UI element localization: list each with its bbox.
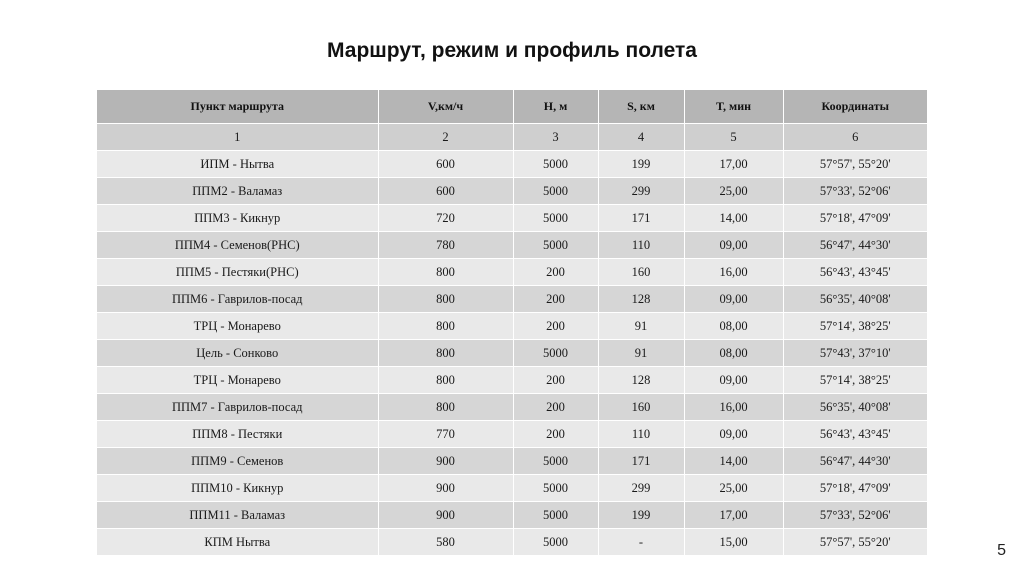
header-altitude: H, м (513, 90, 598, 124)
cell-speed: 600 (378, 151, 513, 178)
cell-speed: 800 (378, 340, 513, 367)
cell-coordinates: 56°47', 44°30' (783, 448, 927, 475)
header-speed: V,км/ч (378, 90, 513, 124)
cell-route-point: ППМ7 - Гаврилов-посад (97, 394, 378, 421)
cell-coordinates: 57°14', 38°25' (783, 313, 927, 340)
cell-time: 09,00 (684, 421, 783, 448)
cell-time: 08,00 (684, 340, 783, 367)
cell-speed: 900 (378, 502, 513, 529)
table-row (97, 259, 927, 286)
cell-speed: 800 (378, 259, 513, 286)
cell-altitude: 5000 (513, 529, 598, 556)
cell-time: 15,00 (684, 529, 783, 556)
cell-distance: 91 (598, 313, 684, 340)
cell-speed: 800 (378, 286, 513, 313)
cell-speed: 770 (378, 421, 513, 448)
header-coordinates: Координаты (783, 90, 927, 124)
cell-coordinates: 57°57', 55°20' (783, 529, 927, 556)
table-row (97, 367, 927, 394)
cell-distance: 91 (598, 340, 684, 367)
cell-altitude: 5000 (513, 151, 598, 178)
cell-altitude: 5000 (513, 475, 598, 502)
cell-coordinates: 57°14', 38°25' (783, 367, 927, 394)
table-row (97, 232, 927, 259)
header-time: T, мин (684, 90, 783, 124)
cell-distance: 299 (598, 178, 684, 205)
cell-speed: 900 (378, 475, 513, 502)
cell-route-point: ИПМ - Нытва (97, 151, 378, 178)
cell-coordinates: 57°57', 55°20' (783, 151, 927, 178)
table-row (97, 421, 927, 448)
cell-distance: 160 (598, 394, 684, 421)
cell-altitude: 5000 (513, 340, 598, 367)
cell-coordinates: 57°43', 37°10' (783, 340, 927, 367)
table-header-row (97, 90, 927, 124)
cell-time: 17,00 (684, 502, 783, 529)
cell-altitude: 200 (513, 286, 598, 313)
cell-coordinates: 56°43', 43°45' (783, 259, 927, 286)
header-route-point: Пункт маршрута (97, 90, 378, 124)
column-number: 3 (513, 124, 598, 151)
table-row (97, 394, 927, 421)
cell-altitude: 5000 (513, 232, 598, 259)
cell-distance: 160 (598, 259, 684, 286)
table-row (97, 205, 927, 232)
cell-route-point: ППМ5 - Пестяки(РНС) (97, 259, 378, 286)
cell-altitude: 200 (513, 394, 598, 421)
cell-altitude: 5000 (513, 448, 598, 475)
cell-route-point: ППМ3 - Кикнур (97, 205, 378, 232)
cell-altitude: 5000 (513, 502, 598, 529)
cell-distance: 171 (598, 448, 684, 475)
cell-time: 16,00 (684, 259, 783, 286)
cell-route-point: ППМ4 - Семенов(РНС) (97, 232, 378, 259)
cell-coordinates: 56°43', 43°45' (783, 421, 927, 448)
cell-route-point: ППМ2 - Валамаз (97, 178, 378, 205)
cell-distance: 128 (598, 367, 684, 394)
cell-coordinates: 56°35', 40°08' (783, 394, 927, 421)
cell-speed: 780 (378, 232, 513, 259)
table-row (97, 151, 927, 178)
cell-time: 16,00 (684, 394, 783, 421)
page-title: Маршрут, режим и профиль полета (327, 39, 697, 62)
cell-speed: 900 (378, 448, 513, 475)
table-row (97, 475, 927, 502)
route-table (97, 90, 927, 556)
cell-route-point: КПМ Нытва (97, 529, 378, 556)
cell-distance: 199 (598, 151, 684, 178)
cell-time: 17,00 (684, 151, 783, 178)
cell-altitude: 5000 (513, 205, 598, 232)
header-distance: S, км (598, 90, 684, 124)
cell-speed: 600 (378, 178, 513, 205)
cell-distance: 299 (598, 475, 684, 502)
cell-route-point: ТРЦ - Монарево (97, 313, 378, 340)
cell-time: 25,00 (684, 178, 783, 205)
cell-distance: 110 (598, 232, 684, 259)
cell-speed: 720 (378, 205, 513, 232)
column-number: 1 (97, 124, 378, 151)
table-row (97, 448, 927, 475)
column-number-row (97, 124, 927, 151)
cell-distance: 110 (598, 421, 684, 448)
column-number: 5 (684, 124, 783, 151)
cell-time: 25,00 (684, 475, 783, 502)
table-row (97, 286, 927, 313)
cell-time: 14,00 (684, 448, 783, 475)
cell-distance: 128 (598, 286, 684, 313)
column-number: 6 (783, 124, 927, 151)
cell-altitude: 5000 (513, 178, 598, 205)
cell-altitude: 200 (513, 421, 598, 448)
page-number: 5 (997, 542, 1006, 559)
cell-speed: 580 (378, 529, 513, 556)
cell-time: 14,00 (684, 205, 783, 232)
cell-coordinates: 56°47', 44°30' (783, 232, 927, 259)
cell-time: 09,00 (684, 367, 783, 394)
cell-speed: 800 (378, 367, 513, 394)
cell-route-point: ППМ10 - Кикнур (97, 475, 378, 502)
cell-distance: 171 (598, 205, 684, 232)
table-row (97, 340, 927, 367)
cell-altitude: 200 (513, 313, 598, 340)
cell-route-point: Цель - Сонково (97, 340, 378, 367)
cell-time: 08,00 (684, 313, 783, 340)
table-row (97, 178, 927, 205)
cell-time: 09,00 (684, 286, 783, 313)
table-row (97, 529, 927, 556)
cell-route-point: ТРЦ - Монарево (97, 367, 378, 394)
cell-coordinates: 57°33', 52°06' (783, 178, 927, 205)
cell-altitude: 200 (513, 367, 598, 394)
cell-distance: - (598, 529, 684, 556)
cell-time: 09,00 (684, 232, 783, 259)
cell-coordinates: 56°35', 40°08' (783, 286, 927, 313)
cell-altitude: 200 (513, 259, 598, 286)
cell-coordinates: 57°33', 52°06' (783, 502, 927, 529)
cell-coordinates: 57°18', 47°09' (783, 475, 927, 502)
cell-distance: 199 (598, 502, 684, 529)
cell-speed: 800 (378, 394, 513, 421)
cell-route-point: ППМ6 - Гаврилов-посад (97, 286, 378, 313)
table-row (97, 313, 927, 340)
cell-speed: 800 (378, 313, 513, 340)
column-number: 2 (378, 124, 513, 151)
table-row (97, 502, 927, 529)
cell-route-point: ППМ8 - Пестяки (97, 421, 378, 448)
cell-coordinates: 57°18', 47°09' (783, 205, 927, 232)
cell-route-point: ППМ11 - Валамаз (97, 502, 378, 529)
column-number: 4 (598, 124, 684, 151)
cell-route-point: ППМ9 - Семенов (97, 448, 378, 475)
